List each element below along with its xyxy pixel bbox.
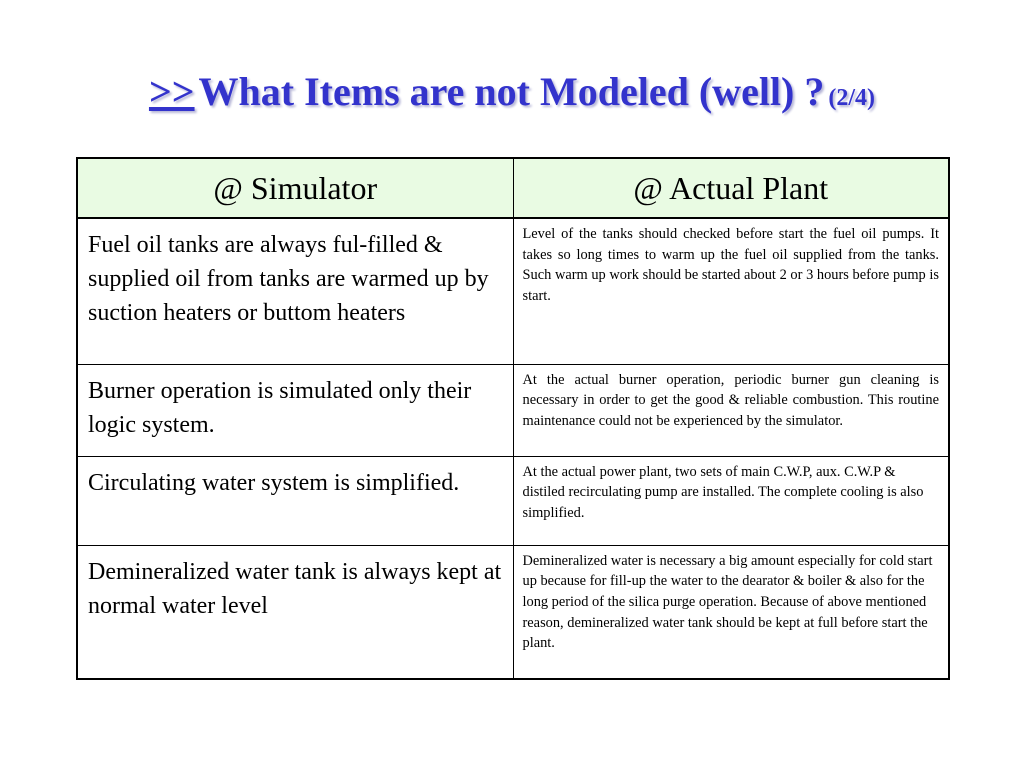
actual-plant-cell: Level of the tanks should checked before start the fuel oil pumps. It takes so long times to warm up the fuel oil supplied from the tanks. Such warm up work should be started about 2 or 3 hours before pump is start. (513, 218, 949, 364)
actual-plant-cell: At the actual burner operation, periodic burner gun cleaning is necessary in order to get the good & reliable combustion. This routine maintenance could not be experienced by the simulator. (513, 364, 949, 456)
slide-title (0, 68, 1024, 115)
header-actual-plant: @ Actual Plant (513, 158, 949, 218)
nav-link[interactable]: >> (148, 69, 195, 114)
table-row (77, 545, 949, 679)
actual-plant-cell: Demineralized water is necessary a big amount especially for cold start up because for fill-up the water to the dearator & boiler & also for the long period of the silica purge operation. Because of above mentioned reason, demineralized water tank should be kept at full before start the plant. (513, 545, 949, 679)
header-simulator: @ Simulator (77, 158, 513, 218)
simulator-cell: Circulating water system is simplified. (77, 456, 513, 545)
table-row (77, 364, 949, 456)
simulator-cell: Demineralized water tank is always kept at normal water level (77, 545, 513, 679)
table-row (77, 456, 949, 545)
header-row (77, 158, 949, 218)
page-indicator: (2/4) (828, 85, 876, 111)
actual-plant-cell: At the actual power plant, two sets of main C.W.P, aux. C.W.P & distiled recirculating pump are installed. The complete cooling is also simplified. (513, 456, 949, 545)
comparison-table (76, 157, 950, 680)
simulator-cell: Burner operation is simulated only their logic system. (77, 364, 513, 456)
simulator-cell: Fuel oil tanks are always ful-filled & supplied oil from tanks are warmed up by suction heaters or buttom heaters (77, 218, 513, 364)
table-row (77, 218, 949, 364)
title-text: What Items are not Modeled (well) ? (198, 69, 825, 114)
